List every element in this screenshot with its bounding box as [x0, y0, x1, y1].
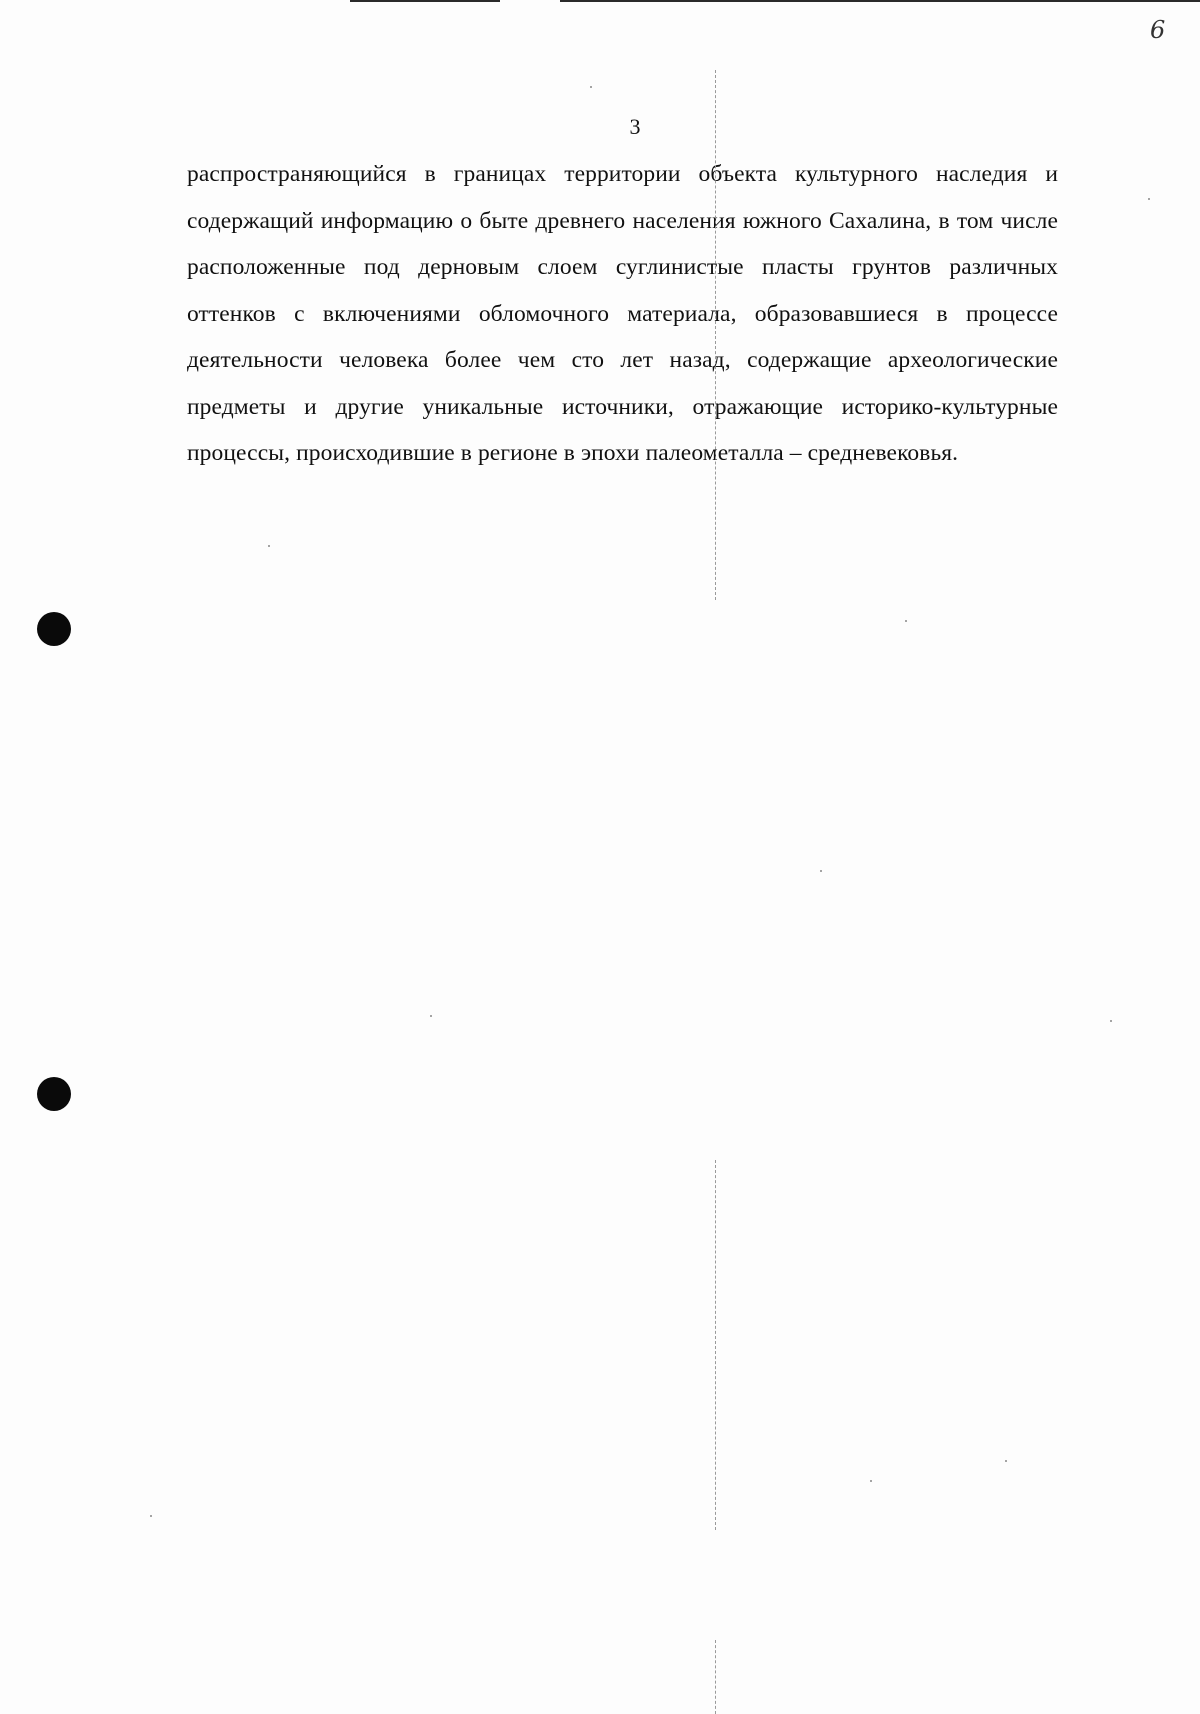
top-edge-rule: [350, 0, 1200, 2]
scan-speck: [590, 86, 592, 88]
scan-speck: [905, 620, 907, 622]
fold-line-segment: [715, 1160, 716, 1530]
scan-speck: [150, 1515, 152, 1517]
body-text: [187, 151, 1058, 477]
scan-speck: [1110, 1020, 1112, 1022]
fold-line-segment: [715, 70, 716, 600]
scan-speck: [1005, 1460, 1007, 1462]
fold-line-segment: [715, 1640, 716, 1714]
scan-speck: [820, 870, 822, 872]
page-number: 3: [629, 114, 641, 139]
paragraph: распространяющийся в границах территории объекта культурного наследия и содержащий информацию о быте древнего населения южного Сахалина, в том числе расположенные под дерновым слоем суглинистые пласты грунтов различных оттенков с включениями обломочного материала, образовавшиеся в процессе деятельности человека более чем сто лет назад, содержащие археологические предметы и другие уникальные источники, отражающие историко-культурные процессы, происходившие в регионе в эпохи палеометалла – средневековья.: [187, 161, 1058, 466]
scan-speck: [430, 1015, 432, 1017]
scan-speck: [1148, 198, 1150, 200]
punch-hole-upper: [37, 612, 71, 646]
punch-hole-lower: [37, 1077, 71, 1111]
scan-speck: [870, 1480, 872, 1482]
scan-speck: [268, 545, 270, 547]
handwritten-sheet-number: 6: [1150, 16, 1166, 44]
top-edge-gap: [500, 0, 560, 3]
